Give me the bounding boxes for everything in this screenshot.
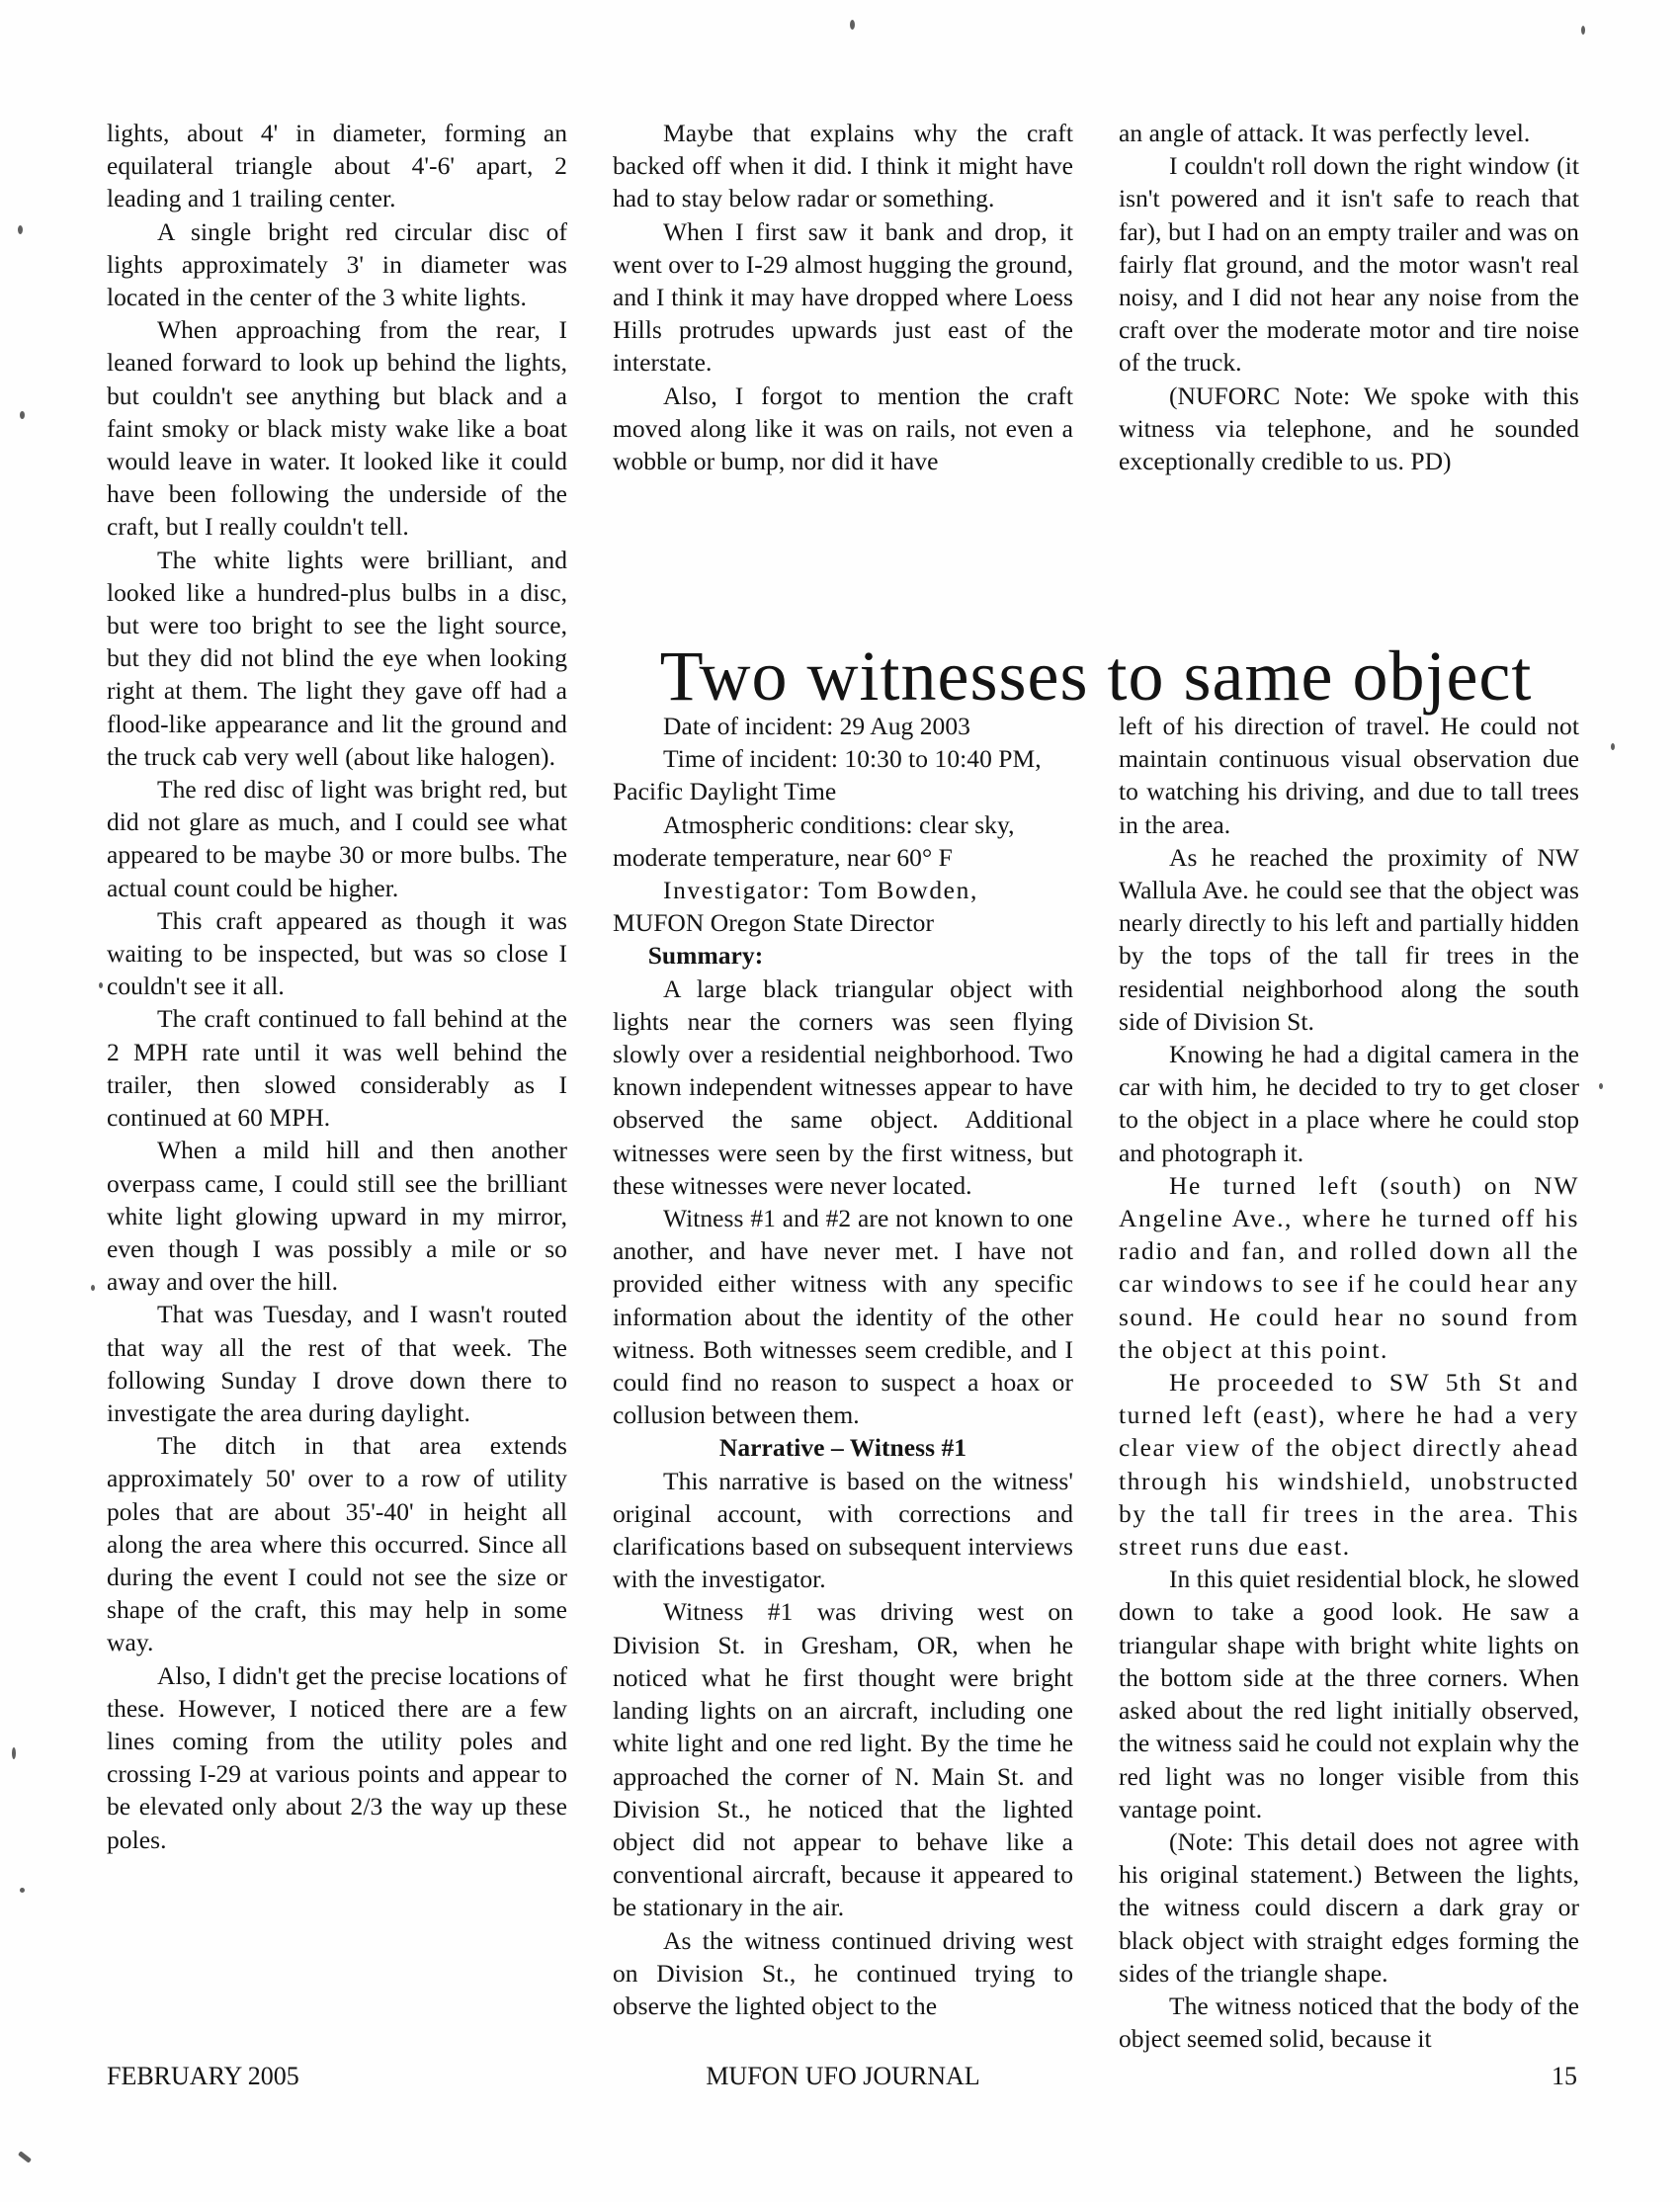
paragraph: Also, I forgot to mention the craft moved along like it was on rails, not even a wobble or bump, nor did it have (613, 381, 1073, 476)
column-two-article (613, 710, 1073, 2022)
detail-time-cont: Pacific Daylight Time (613, 777, 837, 806)
scan-speck (1599, 1083, 1603, 1089)
paragraph: When I first saw it bank and drop, it went over to I-29 almost hugging the ground, and I think it may have dropped where Loess Hills protrudes upwards just east of the interstate. (613, 216, 1073, 378)
scan-speck (12, 1747, 16, 1759)
scan-speck (1581, 26, 1585, 35)
scan-speck (18, 225, 23, 234)
paragraph: As he reached the proximity of NW Wallula Ave. he could see that the object was nearly directly to his left and partially hidden by the tops of the tall fir trees in the residential neighborhood along the south side of Division St. (1119, 842, 1579, 1036)
scan-speck (850, 20, 855, 30)
detail-investigator: Investigator: Tom Bowden, (663, 876, 978, 905)
paragraph: That was Tuesday, and I wasn't routed that way all the rest of that week. The following Sunday I drove down there to investigate the area during daylight. (107, 1300, 567, 1427)
paragraph: (NUFORC Note: We spoke with this witness via telephone, and he sounded exceptionally credible to us. PD) (1119, 381, 1579, 476)
page-columns (107, 117, 1580, 2054)
paragraph: When a mild hill and then another overpass came, I could still see the brilliant white light glowing upward in my mirror, even though I was possibly a mile or so away and over the hill. (107, 1136, 567, 1297)
detail-date: Date of incident: 29 Aug 2003 (663, 712, 970, 740)
paragraph: He turned left (south) on NW Angeline Ave., where he turned off his radio and fan, and rolled down all the car windows to see if he could hear any sound. He could hear no sound from the object at this point. (1119, 1170, 1580, 1364)
column-three-article (1119, 710, 1579, 2055)
column-one (107, 117, 567, 1856)
summary-heading: Summary: (647, 941, 764, 971)
paragraph: The craft continued to fall behind at the 2 MPH rate until it was well behind the trailer, then slowed considerably as I continued at 60 MPH. (107, 1004, 567, 1133)
footer-issue-date: FEBRUARY 2005 (107, 2062, 299, 2090)
footer-publication-title: MUFON UFO JOURNAL (706, 2062, 980, 2090)
detail-atmospheric: Atmospheric conditions: clear sky, (663, 809, 1015, 839)
paragraph: Witness #1 and #2 are not known to one another, and have never met. I have not provided either witness with any specific information about the identity of the other witness. Both witnesses seem credible, and I could find no reason to suspect a hoax or collusion between them. (613, 1204, 1073, 1430)
paragraph: He proceeded to SW 5th St and turned left (east), where he had a very clear view of the object directly ahead through his windshield, unobstructed by the tall fir trees in the area. This street runs due east. (1119, 1368, 1579, 1562)
detail-atmospheric-cont: moderate temperature, near 60° F (613, 842, 953, 872)
paragraph: lights, about 4' in diameter, forming an equilateral triangle about 4'-6' apart, 2 leading and 1 trailing center. (107, 119, 567, 213)
paragraph: left of his direction of travel. He could not maintain continuous visual observation due to watching his driving, and due to tall trees in the area. (1119, 712, 1579, 839)
footer-page-number: 15 (1552, 2062, 1577, 2090)
scan-speck (20, 1888, 25, 1893)
paragraph: The red disc of light was bright red, but did not glare as much, and I could see what appeared to be maybe 30 or more bulbs. The actual count could be higher. (107, 775, 567, 902)
paragraph: I couldn't roll down the right window (it isn't powered and it isn't safe to reach that far), but I had on an empty trailer and was on fairly flat ground, and the motor wasn't real noisy, and I did not hear any noise from the craft over the moderate motor and tire noise of the truck. (1119, 151, 1579, 378)
paragraph: A single bright red circular disc of lights approximately 3' in diameter was located in the center of the 3 white lights. (107, 216, 567, 312)
paragraph: This craft appeared as though it was waiting to be inspected, but was so close I couldn't see it all. (107, 905, 567, 1001)
article-headline: Two witnesses to same object (659, 636, 1533, 717)
paragraph: The ditch in that area extends approximately 50' over to a row of utility poles that are about 35'-40' in height all along the area where this occurred. Since all during the event I could not see the size or shape of the craft, this may help in some way. (107, 1431, 567, 1657)
detail-investigator-cont: MUFON Oregon State Director (613, 908, 934, 938)
paragraph: Knowing he had a digital camera in the car with him, he decided to try to get closer to the object in a place where he could stop and photograph it. (1119, 1040, 1579, 1167)
paragraph: The white lights were brilliant, and looked like a hundred-plus bulbs in a disc, but were too bright to see the light source, but they did not blind the eye when looking right at them. The light they gave off had a flood-like appearance and lit the ground and the truck cab very well (about like halogen). (107, 545, 567, 771)
narrative-heading: Narrative – Witness #1 (718, 1433, 967, 1463)
paragraph: (Note: This detail does not agree with his original statement.) Between the lights, the witness could discern a dark gray or black object with straight edges forming the sides of the triangle shape. (1119, 1826, 1579, 1988)
paragraph: an angle of attack. It was perfectly level. (1119, 119, 1531, 147)
paragraph: As the witness continued driving west on Division St., he continued trying to observe the lighted object to the (613, 1925, 1073, 2020)
paragraph: Witness #1 was driving west on Division St. in Gresham, OR, when he noticed what he first thought were bright landing lights on an aircraft, including one white light and one red light. By the time he approached the corner of N. Main St. and Division St., he noticed that the lighted object did not appear to behave like a conventional aircraft, because it appeared to be stationary in the air. (613, 1597, 1073, 1922)
detail-time: Time of incident: 10:30 to 10:40 PM, (663, 744, 1042, 774)
paragraph: The witness noticed that the body of the object seemed solid, because it (1119, 1990, 1579, 2054)
paragraph: A large black triangular object with lights near the corners was seen flying slowly over a residential neighborhood. Two known independent witnesses appear to have observed the same object. Additional witnesses were seen by the first witness, but these witnesses were never located. (613, 974, 1073, 1200)
scan-speck (99, 982, 103, 988)
scan-speck (20, 411, 25, 419)
scan-speck (18, 2151, 32, 2163)
paragraph: When approaching from the rear, I leaned forward to look up behind the lights, but couldn't see anything but black and a faint smoky or black misty wake like a boat would leave in water. It looked like it could have been following the underside of the craft, but I really couldn't tell. (107, 315, 567, 542)
paragraph: Also, I didn't get the precise locations of these. However, I noticed there are a few lines coming from the utility poles and crossing I-29 at various points and appear to be elevated only about 2/3 the way up these poles. (107, 1660, 567, 1854)
paragraph: This narrative is based on the witness' original account, with corrections and clarifications based on subsequent interviews with the investigator. (613, 1466, 1073, 1594)
paragraph: Maybe that explains why the craft backed off when it did. I think it might have had to stay below radar or something. (613, 119, 1073, 213)
column-three-top (1119, 117, 1579, 476)
scan-speck (1611, 743, 1615, 750)
column-two-top (613, 117, 1073, 476)
page-footer (107, 2061, 1579, 2100)
paragraph: In this quiet residential block, he slowed down to take a good look. He saw a triangular shape with bright white lights on the bottom side at the three corners. When asked about the red light initially observed, the witness said he could not explain why the red light was no longer visible from this vantage point. (1119, 1565, 1579, 1823)
scan-speck (91, 1285, 95, 1291)
